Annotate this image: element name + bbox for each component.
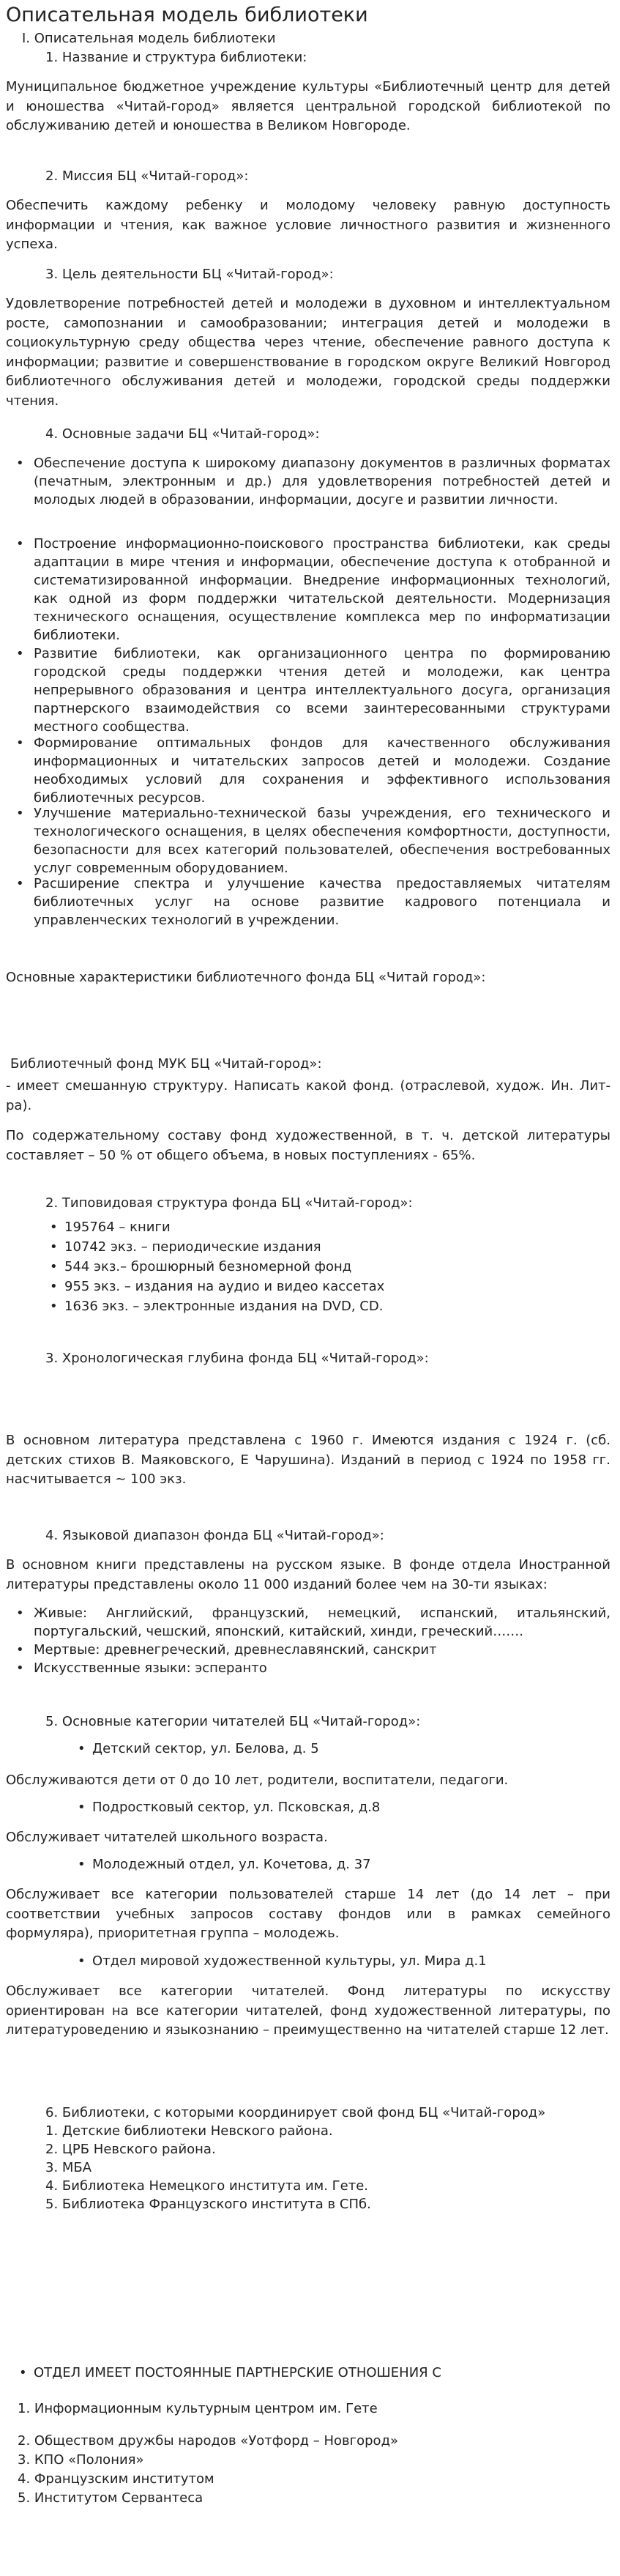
coordination-item: 4. Библиотека Немецкого института им. Гете. <box>45 2178 369 2194</box>
language-item: • Мертвые: древнегреческий, древнеславянский, санскрит <box>34 1641 610 1659</box>
partner-item: 3. КПО «Полония» <box>18 2452 144 2468</box>
fund-composition: По содержательному составу фонд художественной, в т. ч. детской литературы составляет – 50 % от общего объема, в новых поступлениях - 65%. <box>6 1128 610 1163</box>
page-title: Описательная модель библиотеки <box>6 4 368 26</box>
item-chronology: 3. Хронологическая глубина фонда БЦ «Читай-город»: <box>45 1351 429 1366</box>
category-desc: Обслуживает читателей школьного возраста. <box>6 1830 328 1845</box>
chronology-text: В основном литература представлена с 1960 г. Имеются издания с 1924 г. (сб. детских стихов В. Маяковского, Е Чарушина). Изданий в период с 1924 по 1958 гг. насчитывается ~ 100 экз. <box>6 1433 610 1487</box>
coordination-item: 5. Библиотека Французского института в СПб. <box>45 2197 371 2212</box>
item-tasks: 4. Основные задачи БЦ «Читай-город»: <box>45 426 320 442</box>
task-item: • Улучшение материально-технической базы учреждения, его технического и технологического оснащения, в целях обеспечения комфортности, доступности, безопасности для всех категорий пользователей, обеспечения востребованных услуг современным оборудованием. <box>34 804 610 877</box>
task-item: • Формирование оптимальных фондов для качественного обслуживания информационных и читательских запросов детей и молодежи. Создание необходимых условий для сохранения и эффективного использования библиотечных ресурсов. <box>34 734 610 807</box>
coordination-item: 2. ЦРБ Невского района. <box>45 2142 216 2157</box>
partners-heading: • ОТДЕЛ ИМЕЕТ ПОСТОЯННЫЕ ПАРТНЕРСКИЕ ОТНОШЕНИЯ С <box>34 2363 441 2383</box>
section-heading: I. Описательная модель библиотеки <box>22 31 276 46</box>
fund-type-item: • 195764 – книги <box>64 1217 171 1237</box>
fund-heading: Основные характеристики библиотечного фонда БЦ «Читай город»: <box>6 970 486 985</box>
coordination-item: 1. Детские библиотеки Невского района. <box>45 2123 333 2139</box>
category-place: • Детский сектор, ул. Белова, д. 5 <box>92 1739 319 1759</box>
partner-item: 2. Обществом дружбы народов «Уотфорд – Новгород» <box>18 2433 399 2449</box>
partner-item: 1. Информационным культурным центром им. Гете <box>18 2401 378 2416</box>
task-item: • Расширение спектра и улучшение качества предоставляемых читателям библиотечных услуг на основе развитие кадрового потенциала и управленческих технологий в учреждении. <box>34 875 610 929</box>
partner-item: 5. Институтом Сервантеса <box>18 2490 203 2506</box>
category-place: • Отдел мировой художественной культуры, ул. Мира д.1 <box>92 1951 487 1971</box>
fund-type-item: • 10742 экз. – периодические издания <box>64 1237 321 1257</box>
task-item: • Построение информационно-поискового пространства библиотеки, как среды адаптации в мире чтения и информации, обеспечение доступа к отобранной и систематизированной информации. Внедрение информационных технологий, как одной из форм поддержки читательской деятельности. Модернизация технического оснащения, осуществление комплекса мер по информатизации библиотеки. <box>34 535 610 645</box>
item-languages: 4. Языковой диапазон фонда БЦ «Читай-город»: <box>45 1528 384 1543</box>
language-item: • Живые: Английский, французский, немецкий, испанский, итальянский, португальский, чешский, японский, китайский, хинди, греческий……. <box>34 1604 610 1641</box>
coordination-heading: 6. Библиотеки, с которыми координирует свой фонд БЦ «Читай-город» <box>45 2105 546 2120</box>
category-place: • Подростковый сектор, ул. Псковская, д.8 <box>92 1797 380 1817</box>
mission-text: Обеспечить каждому ребенку и молодому человеку равную доступность информации и чтения, как важное условие личностного развития и жизненного успеха. <box>6 198 610 252</box>
fund-type-item: • 544 экз.– брошюрный безномерной фонд <box>64 1257 351 1277</box>
fund-type-item: • 955 экз. – издания на аудио и видео кассетах <box>64 1277 384 1296</box>
item-type-structure: 2. Типовидовая структура фонда БЦ «Читай-город»: <box>45 1195 413 1211</box>
languages-intro: В основном книги представлены на русском языке. В фонде отдела Иностранной литературы представлены около 11 000 изданий более чем на 30-ти языках: <box>6 1557 610 1592</box>
fund-title: Библиотечный фонд МУК БЦ «Читай-город»: <box>10 1056 322 1072</box>
fund-mixed-structure: - имеет смешанную структуру. Написать какой фонд. (отраслевой, худож. Ин. Лит-ра). <box>6 1078 610 1113</box>
partner-item: 4. Французским институтом <box>18 2471 214 2487</box>
coordination-item: 3. МБА <box>45 2160 92 2175</box>
goal-text: Удовлетворение потребностей детей и молодежи в духовном и интеллектуальном росте, самопознании и самообразовании; интеграция детей и молодежи в социокультурную среду общества через чтение, обеспечение равного доступа к информации; развитие и совершенствование в городском округе Великий Новгород библиотечного обслуживания детей и молодежи, городской среды поддержки чтения. <box>6 296 610 409</box>
language-item: • Искусственные языки: эсперанто <box>34 1659 610 1677</box>
item-reader-categories: 5. Основные категории читателей БЦ «Читай-город»: <box>45 1714 421 1729</box>
item-mission: 2. Миссия БЦ «Читай-город»: <box>45 168 249 184</box>
category-desc: Обслуживает все категории читателей. Фонд литературы по искусству ориентирован на все категории читателей, фонд художественной литературы, по литературоведению и языкознанию – преимущественно на читателей старше 12 лет. <box>6 1983 610 2038</box>
fund-type-item: • 1636 экз. – электронные издания на DVD, CD. <box>64 1296 383 1316</box>
category-desc: Обслуживает все категории пользователей старше 14 лет (до 14 лет – при соответствии учебных запросов составу фондов или в рамках семейного формуляра), приоритетная группа – молодежь. <box>6 1887 610 1941</box>
library-name-text: Муниципальное бюджетное учреждение культуры «Библиотечный центр для детей и юношества «Читай-город» является центральной городской библиотекой по обслуживанию детей и юношества в Великом Новгороде. <box>6 79 610 133</box>
task-item: • Развитие библиотеки, как организационного центра по формированию городской среды поддержки чтения детей и молодежи, как центра непрерывного образования и центра интеллектуального досуга, организация партнерского взаимодействия со всеми заинтересованными структурами местного сообщества. <box>34 645 610 736</box>
item-goal: 3. Цель деятельности БЦ «Читай-город»: <box>45 267 334 282</box>
task-item: • Обеспечение доступа к широкому диапазону документов в различных форматах (печатным, электронным и др.) для удовлетворения потребностей детей и молодых людей в образовании, информации, досуге и развитии личности. <box>34 454 610 509</box>
item-name-structure: 1. Название и структура библиотеки: <box>45 50 307 65</box>
category-place: • Молодежный отдел, ул. Кочетова, д. 37 <box>92 1855 371 1874</box>
category-desc: Обслуживаются дети от 0 до 10 лет, родители, воспитатели, педагоги. <box>6 1773 509 1788</box>
